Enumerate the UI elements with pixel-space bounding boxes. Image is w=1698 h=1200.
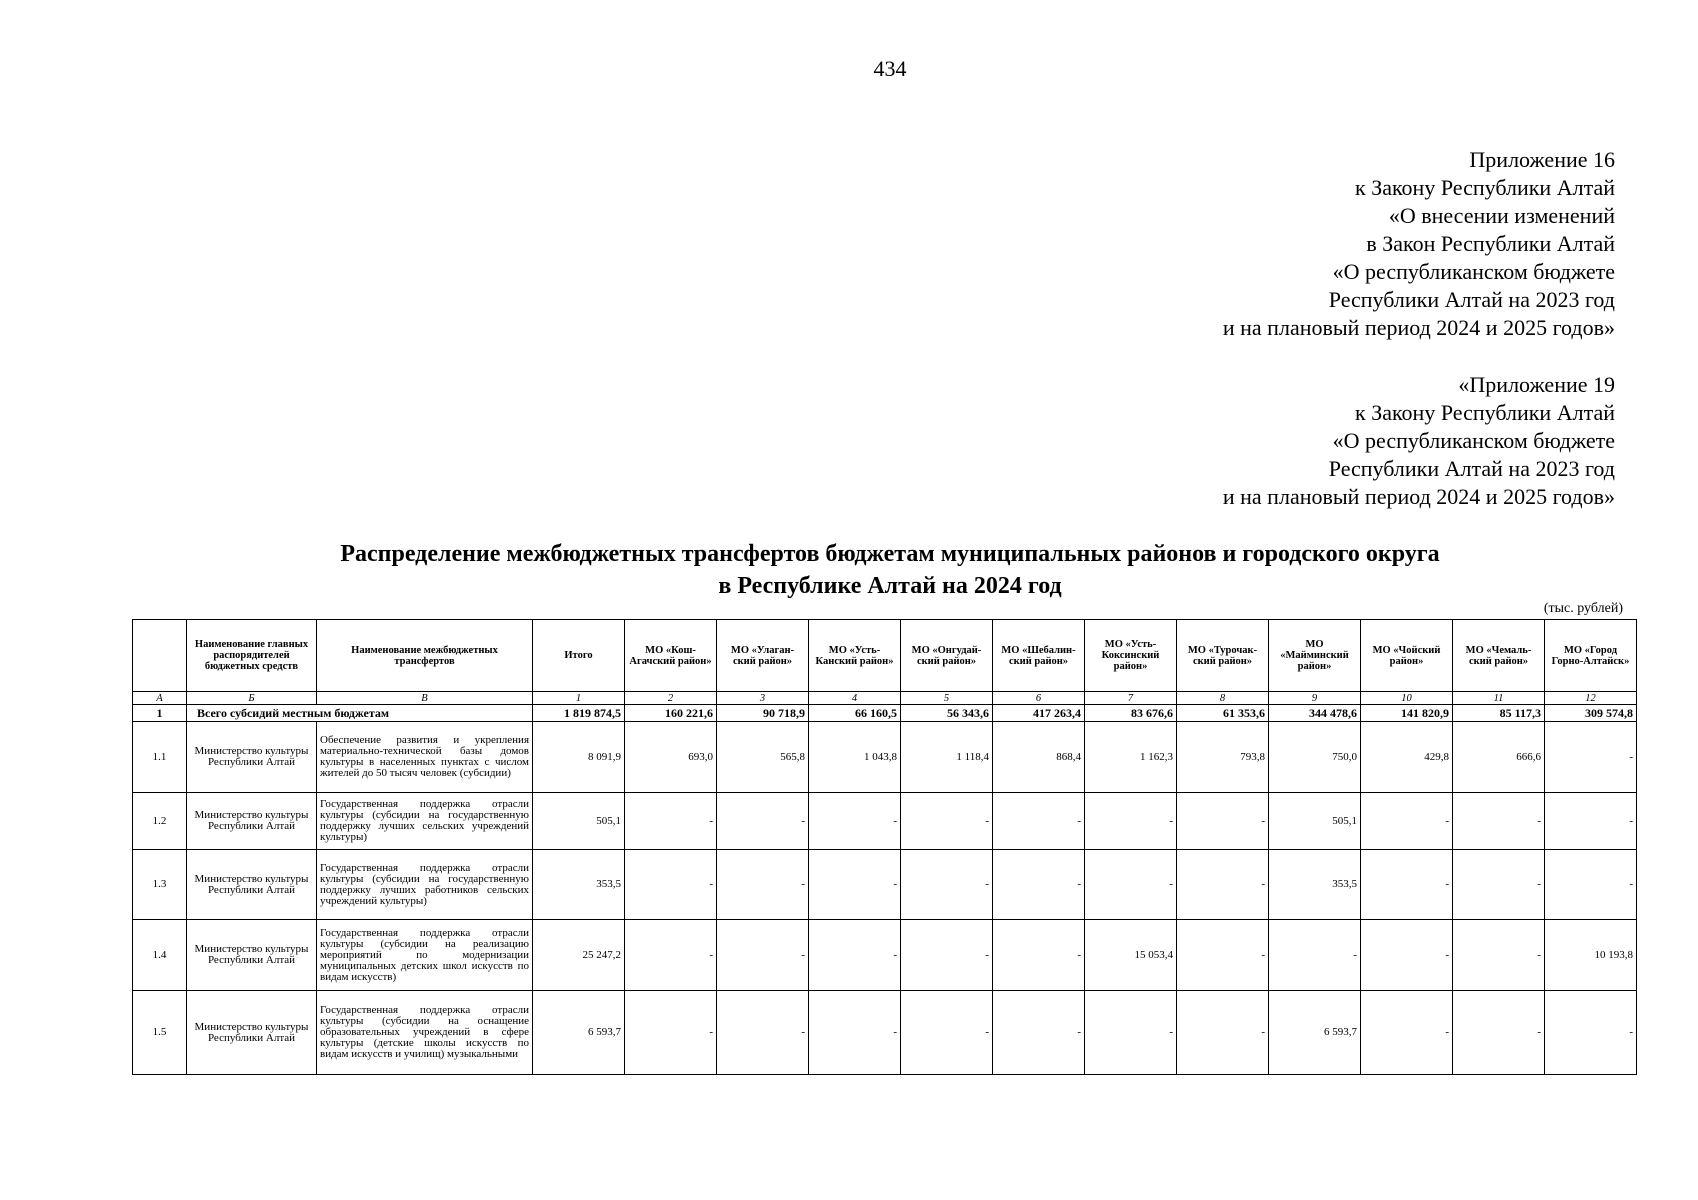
index-cell: 2 [625, 692, 717, 705]
value-cell: - [717, 793, 809, 850]
value-cell: 83 676,6 [1085, 705, 1177, 722]
total-row [133, 705, 1637, 722]
ministry-cell: Министерство культуры Республики Алтай [187, 991, 317, 1075]
appendix-19-line: к Закону Республики Алтай [1355, 400, 1615, 425]
value-cell: - [901, 920, 993, 991]
index-cell: 5 [901, 692, 993, 705]
table-row [133, 920, 1637, 991]
column-index-row [133, 692, 1637, 705]
value-cell: 353,5 [1269, 850, 1361, 920]
index-cell: 4 [809, 692, 901, 705]
header-cell: МО «Город Горно-Алтайск» [1545, 620, 1637, 692]
value-cell: 90 718,9 [717, 705, 809, 722]
value-cell: - [993, 850, 1085, 920]
total-label: Всего субсидий местным бюджетам [187, 705, 533, 722]
header-cell [133, 620, 187, 692]
value-cell: - [717, 991, 809, 1075]
value-cell: - [625, 991, 717, 1075]
transfer-description: Государственная поддержка отрасли культуры (субсидии на государственную поддержку лучших работников сельских учреждений культуры) [317, 850, 533, 920]
value-cell: - [1177, 920, 1269, 991]
value-cell: 10 193,8 [1545, 920, 1637, 991]
index-cell: 12 [1545, 692, 1637, 705]
value-cell: - [625, 920, 717, 991]
appendix-16-line: к Закону Республики Алтай [1355, 175, 1615, 200]
units-label: (тыс. рублей) [1543, 601, 1623, 616]
transfer-description: Государственная поддержка отрасли культуры (субсидии на государственную поддержку лучших сельских учреждений культуры) [317, 793, 533, 850]
value-cell: - [1177, 991, 1269, 1075]
value-cell: - [1361, 991, 1453, 1075]
value-cell: 25 247,2 [533, 920, 625, 991]
index-cell: В [317, 692, 533, 705]
value-cell: 56 343,6 [901, 705, 993, 722]
value-cell: - [1085, 793, 1177, 850]
value-cell: 429,8 [1361, 722, 1453, 793]
transfer-description: Государственная поддержка отрасли культуры (субсидии на реализацию мероприятий по модернизации муниципальных детских школ искусств по видам искусств) [317, 920, 533, 991]
value-cell: 8 091,9 [533, 722, 625, 793]
value-cell: - [809, 793, 901, 850]
row-number: 1.2 [133, 793, 187, 850]
header-cell: МО «Кош-Агачский район» [625, 620, 717, 692]
row-number: 1.5 [133, 991, 187, 1075]
value-cell: - [1361, 793, 1453, 850]
value-cell: 85 117,3 [1453, 705, 1545, 722]
value-cell: 61 353,6 [1177, 705, 1269, 722]
header-cell: МО «Усть-Канский район» [809, 620, 901, 692]
value-cell: - [1453, 850, 1545, 920]
appendix-16-line: Республики Алтай на 2023 год [1328, 287, 1615, 312]
value-cell: - [901, 793, 993, 850]
page-number: 434 [873, 56, 907, 81]
value-cell: 666,6 [1453, 722, 1545, 793]
index-cell: 9 [1269, 692, 1361, 705]
header-cell: МО «Онгудай-ский район» [901, 620, 993, 692]
value-cell: 1 118,4 [901, 722, 993, 793]
document-title-line: в Республике Алтай на 2024 год [718, 573, 1062, 599]
table-row [133, 991, 1637, 1075]
header-cell: МО «Улаган-ский район» [717, 620, 809, 692]
row-number: 1 [133, 705, 187, 722]
header-cell: МО «Чойский район» [1361, 620, 1453, 692]
value-cell: 1 819 874,5 [533, 705, 625, 722]
value-cell: - [717, 920, 809, 991]
index-cell: 6 [993, 692, 1085, 705]
appendix-16-line: «О республиканском бюджете [1332, 259, 1615, 284]
ministry-cell: Министерство культуры Республики Алтай [187, 722, 317, 793]
appendix-16-block [1223, 146, 1615, 342]
value-cell: - [993, 991, 1085, 1075]
value-cell: - [1453, 991, 1545, 1075]
value-cell: - [1545, 991, 1637, 1075]
appendix-19-line: и на плановый период 2024 и 2025 годов» [1222, 484, 1615, 509]
value-cell: 160 221,6 [625, 705, 717, 722]
value-cell: - [809, 850, 901, 920]
row-number: 1.4 [133, 920, 187, 991]
value-cell: 750,0 [1269, 722, 1361, 793]
value-cell: - [1453, 793, 1545, 850]
value-cell: 1 162,3 [1085, 722, 1177, 793]
header-cell: МО «Усть-Коксинский район» [1085, 620, 1177, 692]
row-number: 1.1 [133, 722, 187, 793]
value-cell: 793,8 [1177, 722, 1269, 793]
value-cell: - [1545, 793, 1637, 850]
value-cell: 505,1 [533, 793, 625, 850]
index-cell: 7 [1085, 692, 1177, 705]
row-number: 1.3 [133, 850, 187, 920]
appendix-19-line: «Приложение 19 [1458, 372, 1615, 397]
value-cell: - [1177, 793, 1269, 850]
header-cell: МО «Чемаль-ский район» [1453, 620, 1545, 692]
value-cell: 309 574,8 [1545, 705, 1637, 722]
value-cell: - [1361, 850, 1453, 920]
appendix-16-line: и на плановый период 2024 и 2025 годов» [1222, 315, 1615, 340]
transfer-description: Обеспечение развития и укрепления материально-технической базы домов культуры в населенных пунктах с числом жителей до 50 тысяч человек (субсидии) [317, 722, 533, 793]
header-cell: МО «Турочак-ский район» [1177, 620, 1269, 692]
value-cell: - [717, 850, 809, 920]
appendix-19-line: Республики Алтай на 2023 год [1328, 456, 1615, 481]
value-cell: - [1545, 850, 1637, 920]
appendix-16-line: Приложение 16 [1469, 147, 1615, 172]
index-cell: 11 [1453, 692, 1545, 705]
value-cell: 15 053,4 [1085, 920, 1177, 991]
appendix-16-line: «О внесении изменений [1388, 203, 1615, 228]
index-cell: А [133, 692, 187, 705]
value-cell: - [901, 850, 993, 920]
value-cell: 505,1 [1269, 793, 1361, 850]
value-cell: 6 593,7 [1269, 991, 1361, 1075]
document-title-line: Распределение межбюджетных трансфертов бюджетам муниципальных районов и городского округа [340, 541, 1440, 567]
value-cell: 6 593,7 [533, 991, 625, 1075]
index-cell: Б [187, 692, 317, 705]
value-cell: - [993, 793, 1085, 850]
table-header-row [133, 620, 1637, 692]
value-cell: - [1177, 850, 1269, 920]
table-row [133, 850, 1637, 920]
value-cell: - [1085, 991, 1177, 1075]
value-cell: - [1361, 920, 1453, 991]
value-cell: - [625, 793, 717, 850]
value-cell: - [1453, 920, 1545, 991]
value-cell: - [625, 850, 717, 920]
header-cell: МО «Майминский район» [1269, 620, 1361, 692]
value-cell: 417 263,4 [993, 705, 1085, 722]
value-cell: 868,4 [993, 722, 1085, 793]
transfers-table [132, 619, 1637, 1075]
value-cell: 693,0 [625, 722, 717, 793]
value-cell: - [1545, 722, 1637, 793]
index-cell: 8 [1177, 692, 1269, 705]
ministry-cell: Министерство культуры Республики Алтай [187, 793, 317, 850]
value-cell: 66 160,5 [809, 705, 901, 722]
value-cell: - [1085, 850, 1177, 920]
value-cell: 141 820,9 [1361, 705, 1453, 722]
index-cell: 3 [717, 692, 809, 705]
header-cell: Наименование главных распорядителей бюджетных средств [187, 620, 317, 692]
table-row [133, 722, 1637, 793]
appendix-16-line: в Закон Республики Алтай [1366, 231, 1615, 256]
index-cell: 10 [1361, 692, 1453, 705]
appendix-19-block [1223, 371, 1615, 511]
appendix-19-line: «О республиканском бюджете [1332, 428, 1615, 453]
header-cell: Итого [533, 620, 625, 692]
value-cell: - [901, 991, 993, 1075]
header-cell: МО «Шебалин-ский район» [993, 620, 1085, 692]
value-cell: 565,8 [717, 722, 809, 793]
value-cell: - [809, 920, 901, 991]
value-cell: - [809, 991, 901, 1075]
document-title [0, 538, 1698, 602]
ministry-cell: Министерство культуры Республики Алтай [187, 850, 317, 920]
header-cell: Наименование межбюджетных трансфертов [317, 620, 533, 692]
transfer-description: Государственная поддержка отрасли культуры (субсидии на оснащение образовательных учреждений в сфере культуры (детские школы искусств по видам искусств и училищ) музыкальными [317, 991, 533, 1075]
table-row [133, 793, 1637, 850]
value-cell: 353,5 [533, 850, 625, 920]
value-cell: 344 478,6 [1269, 705, 1361, 722]
value-cell: - [993, 920, 1085, 991]
index-cell: 1 [533, 692, 625, 705]
ministry-cell: Министерство культуры Республики Алтай [187, 920, 317, 991]
value-cell: - [1269, 920, 1361, 991]
value-cell: 1 043,8 [809, 722, 901, 793]
